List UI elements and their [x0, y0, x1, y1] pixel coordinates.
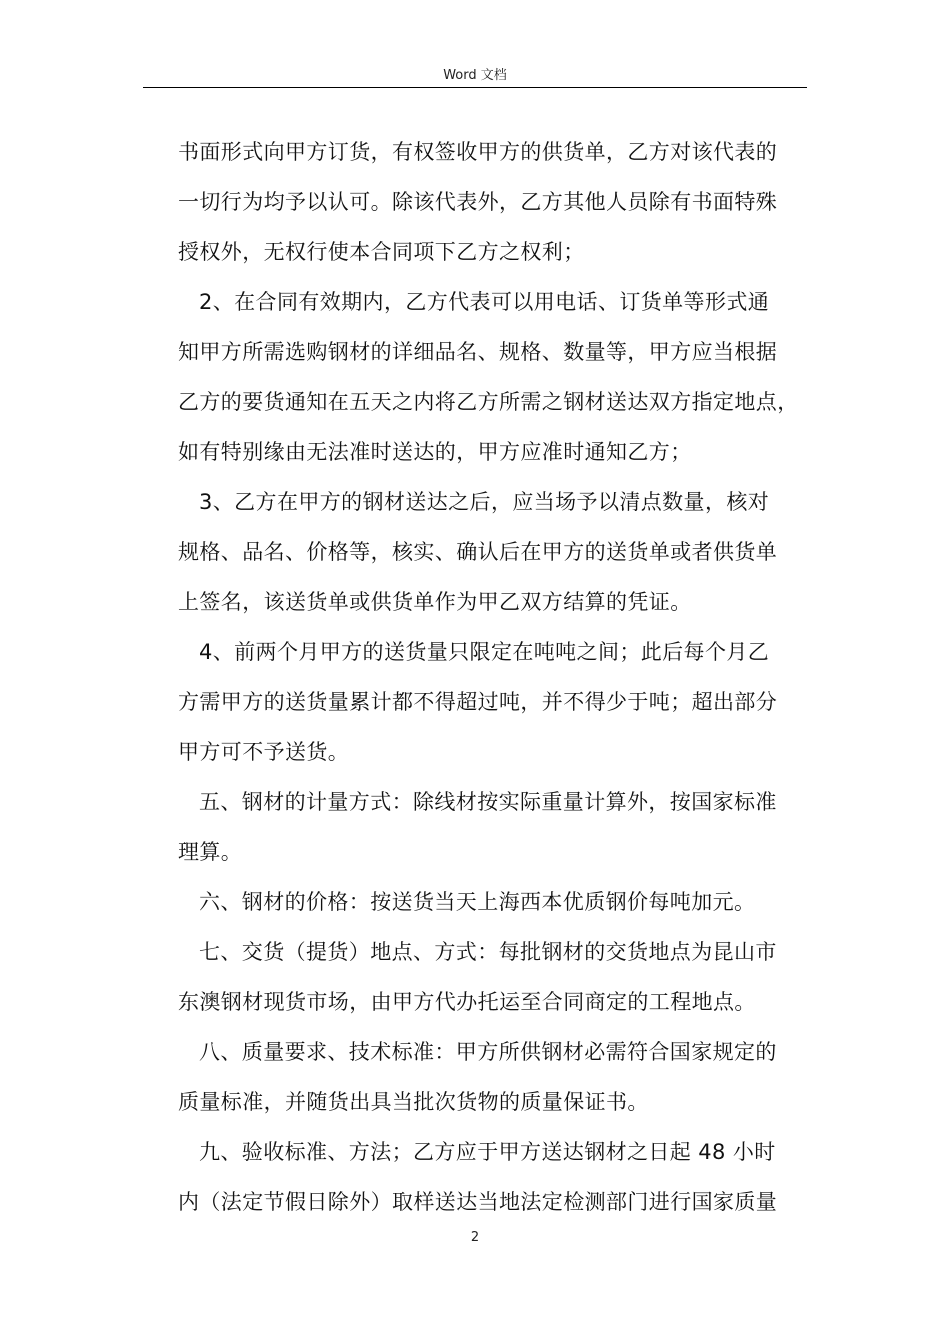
text-line: 4、前两个月甲方的送货量只限定在吨吨之间；此后每个月乙	[199, 640, 770, 664]
text-line: 知甲方所需选购钢材的详细品名、规格、数量等，甲方应当根据	[178, 340, 778, 364]
text-line: 内（法定节假日除外）取样送达当地法定检测部门进行国家质量	[178, 1190, 778, 1214]
text-line: 3、乙方在甲方的钢材送达之后，应当场予以清点数量，核对	[199, 490, 770, 514]
page-header: Word 文档	[443, 68, 507, 83]
document-body	[178, 127, 806, 1227]
text-line: 2、在合同有效期内，乙方代表可以用电话、订货单等形式通	[199, 290, 770, 314]
text-line: 六、钢材的价格：按送货当天上海西本优质钢价每吨加元。	[199, 890, 756, 914]
text-line: 上签名，该送货单或供货单作为甲乙双方结算的凭证。	[178, 590, 692, 614]
text-line: 甲方可不予送货。	[178, 740, 350, 764]
text-line: 书面形式向甲方订货，有权签收甲方的供货单，乙方对该代表的	[178, 140, 778, 164]
text-line: 质量标准，并随货出具当批次货物的质量保证书。	[178, 1090, 649, 1114]
text-line: 如有特别缘由无法准时送达的，甲方应准时通知乙方；	[178, 440, 692, 464]
text-line: 东澳钢材现货市场，由甲方代办托运至合同商定的工程地点。	[178, 990, 756, 1014]
text-line: 授权外，无权行使本合同项下乙方之权利；	[178, 240, 585, 264]
text-line: 理算。	[178, 840, 243, 864]
text-line: 规格、品名、价格等，核实、确认后在甲方的送货单或者供货单	[178, 540, 778, 564]
text-line: 八、质量要求、技术标准：甲方所供钢材必需符合国家规定的	[199, 1040, 777, 1064]
text-line: 乙方的要货通知在五天之内将乙方所需之钢材送达双方指定地点，	[178, 390, 799, 414]
text-line: 七、交货（提货）地点、方式：每批钢材的交货地点为昆山市	[199, 940, 777, 964]
header-divider	[143, 87, 807, 88]
text-line: 五、钢材的计量方式：除线材按实际重量计算外，按国家标准	[199, 790, 777, 814]
page-number: 2	[470, 1230, 480, 1245]
text-line: 九、验收标准、方法；乙方应于甲方送达钢材之日起 48 小时	[199, 1140, 776, 1164]
text-line: 一切行为均予以认可。除该代表外，乙方其他人员除有书面特殊	[178, 190, 778, 214]
text-line: 方需甲方的送货量累计都不得超过吨，并不得少于吨；超出部分	[178, 690, 778, 714]
